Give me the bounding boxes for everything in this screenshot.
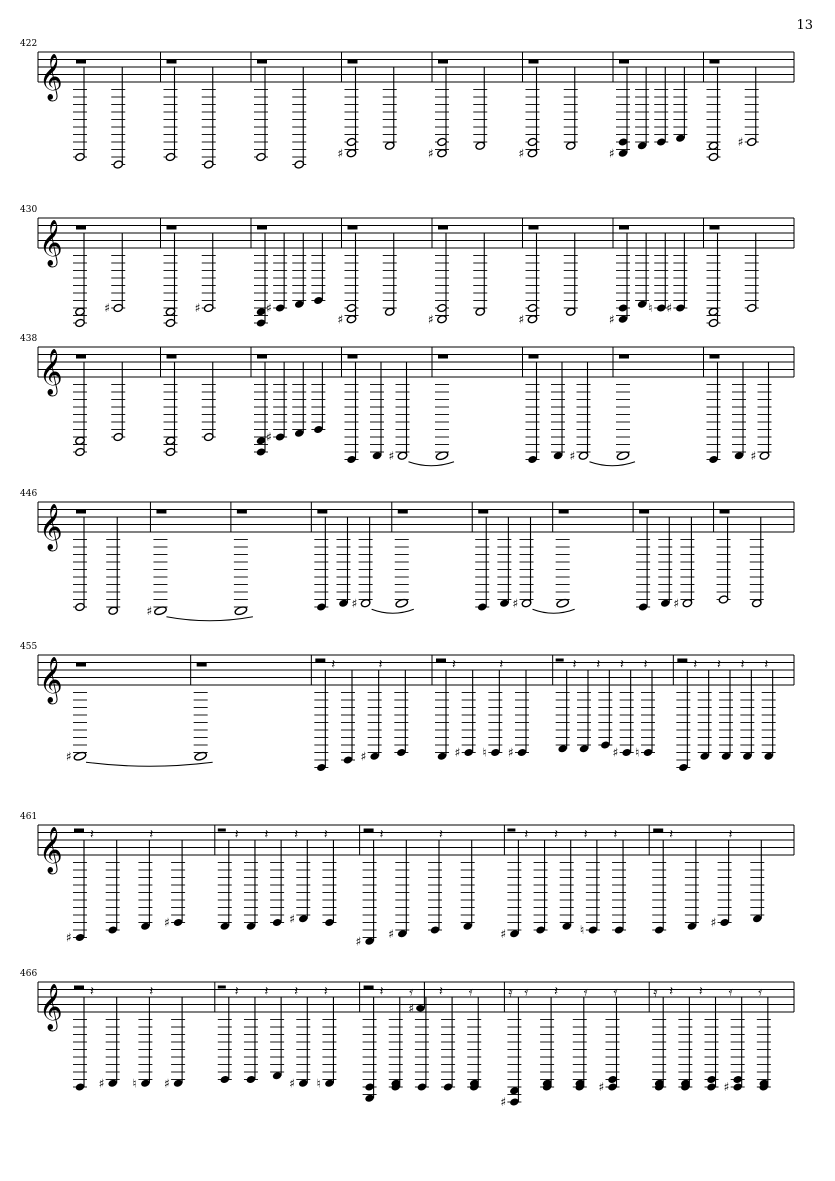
half-rest-icon: [556, 659, 564, 662]
natural-icon: ♮: [648, 301, 653, 315]
whole-rest-icon: [257, 226, 267, 230]
whole-rest-icon: [348, 355, 358, 359]
sixteenth-rest-icon: 𝄿: [758, 984, 763, 1000]
tie: [372, 609, 414, 613]
treble-clef-icon: 𝄞: [39, 220, 63, 266]
half-rest-icon: [364, 986, 374, 990]
whole-rest-icon: [156, 510, 166, 514]
sharp-icon: ♯: [66, 749, 72, 764]
whole-rest-icon: [348, 226, 358, 230]
sharp-icon: ♯: [512, 596, 519, 611]
quarter-rest-icon: 𝄽: [620, 657, 624, 673]
sharp-icon: ♯: [289, 1076, 296, 1091]
sharp-icon: ♯: [164, 915, 170, 930]
quarter-rest-icon: 𝄽: [669, 984, 674, 1000]
whole-rest-icon: [167, 60, 177, 64]
sharp-icon: ♯: [360, 749, 367, 764]
sharp-icon: ♯: [454, 745, 461, 760]
half-rest-icon: [436, 659, 446, 663]
sharp-icon: ♯: [355, 934, 362, 949]
whole-rest-icon: [529, 226, 539, 230]
quarter-rest-icon: 𝄽: [596, 657, 601, 673]
whole-rest-icon: [619, 226, 629, 230]
sharp-icon: ♯: [428, 312, 434, 327]
whole-rest-icon: [710, 355, 720, 359]
sharp-icon: ♯: [337, 146, 344, 161]
whole-rest-icon: [438, 60, 448, 64]
tie: [409, 462, 455, 466]
sharp-icon: ♯: [266, 430, 272, 444]
sharp-icon: ♯: [750, 448, 757, 463]
natural-icon: ♮: [635, 745, 640, 760]
sharp-icon: ♯: [723, 1080, 730, 1094]
quarter-rest-icon: 𝄽: [149, 984, 154, 1000]
sharp-icon: ♯: [666, 301, 673, 315]
sharp-icon: ♯: [408, 1001, 415, 1016]
sharp-icon: ♯: [66, 930, 72, 945]
quarter-rest-icon: 𝄽: [90, 827, 94, 843]
whole-rest-icon: [257, 355, 267, 359]
quarter-rest-icon: 𝄽: [323, 827, 328, 843]
sharp-icon: ♯: [388, 926, 395, 941]
sharp-icon: ♯: [609, 312, 615, 327]
treble-clef-icon: 𝄞: [39, 54, 63, 100]
quarter-rest-icon: 𝄽: [740, 657, 745, 673]
treble-clef-icon: 𝄞: [39, 349, 63, 395]
quarter-rest-icon: 𝄽: [643, 657, 648, 673]
page-number: 13: [796, 18, 813, 33]
whole-rest-icon: [317, 510, 327, 514]
quarter-rest-icon: 𝄽: [439, 984, 443, 1000]
natural-icon: ♮: [482, 745, 487, 760]
whole-rest-icon: [559, 510, 569, 514]
whole-rest-icon: [619, 60, 629, 64]
tie: [590, 462, 636, 466]
sharp-icon: ♯: [710, 915, 717, 930]
quarter-rest-icon: 𝄽: [717, 657, 721, 673]
quarter-rest-icon: 𝄽: [264, 984, 269, 1000]
sixteenth-rest-icon: 𝄿: [583, 984, 588, 1000]
whole-rest-icon: [398, 510, 408, 514]
sharp-icon: ♯: [266, 301, 272, 315]
whole-rest-icon: [76, 663, 86, 667]
whole-rest-icon: [167, 226, 177, 230]
sharp-icon: ♯: [98, 1076, 105, 1091]
whole-rest-icon: [348, 60, 358, 64]
sharp-icon: ♯: [500, 926, 507, 941]
whole-rest-icon: [438, 355, 448, 359]
whole-rest-icon: [529, 355, 539, 359]
whole-rest-icon: [619, 355, 629, 359]
sharp-icon: ♯: [146, 603, 153, 618]
quarter-rest-icon: 𝄽: [693, 657, 698, 673]
quarter-rest-icon: 𝄽: [379, 984, 384, 1000]
quarter-rest-icon: 𝄽: [572, 657, 577, 673]
quarter-rest-icon: 𝄽: [264, 827, 269, 843]
quarter-rest-icon: 𝄽: [452, 657, 456, 673]
whole-rest-icon: [529, 60, 539, 64]
sharp-icon: ♯: [428, 146, 434, 161]
half-rest-icon: [507, 829, 515, 832]
whole-rest-icon: [478, 510, 488, 514]
measure-number: 466: [20, 969, 38, 979]
sixteenth-rest-icon: 𝄿: [524, 984, 529, 1000]
sharp-icon: ♯: [673, 596, 680, 611]
treble-clef-icon: 𝄞: [39, 984, 63, 1030]
measure-number: 438: [20, 334, 38, 344]
sharp-icon: ♯: [164, 1076, 170, 1091]
quarter-rest-icon: 𝄽: [669, 827, 674, 843]
quarter-rest-icon: 𝄽: [583, 827, 588, 843]
quarter-rest-icon: 𝄽: [90, 984, 94, 1000]
measure-number: 446: [20, 489, 38, 499]
quarter-rest-icon: 𝄽: [764, 657, 769, 673]
sharp-icon: ♯: [289, 911, 296, 926]
quarter-rest-icon: 𝄽: [728, 827, 733, 843]
sharp-icon: ♯: [609, 146, 615, 161]
half-rest-icon: [677, 659, 687, 663]
quarter-rest-icon: 𝄽: [323, 984, 328, 1000]
half-rest-icon: [218, 829, 226, 832]
sharp-icon: ♯: [351, 596, 358, 611]
tie: [86, 762, 213, 766]
half-rest-icon: [74, 829, 84, 833]
sharp-icon: ♯: [508, 745, 514, 760]
measure-number: 455: [20, 642, 38, 652]
whole-rest-icon: [76, 510, 86, 514]
treble-clef-icon: 𝄞: [39, 657, 63, 703]
whole-rest-icon: [710, 60, 720, 64]
quarter-rest-icon: 𝄽: [379, 827, 384, 843]
sharp-icon: ♯: [500, 1095, 507, 1109]
whole-rest-icon: [257, 60, 267, 64]
whole-rest-icon: [167, 355, 177, 359]
sixteenth-rest-icon: 𝄿: [653, 985, 658, 1001]
natural-icon: ♮: [579, 923, 585, 937]
sharp-icon: ♯: [194, 301, 201, 315]
whole-rest-icon: [237, 510, 247, 514]
sixteenth-rest-icon: 𝄿: [508, 985, 513, 1001]
whole-rest-icon: [197, 663, 207, 667]
sixteenth-rest-icon: 𝄿: [613, 984, 618, 1000]
sharp-icon: ♯: [337, 312, 344, 327]
tie: [533, 609, 575, 613]
half-rest-icon: [653, 829, 663, 833]
treble-clef-icon: 𝄞: [39, 827, 63, 873]
sharp-icon: ♯: [518, 312, 525, 327]
quarter-rest-icon: 𝄽: [378, 657, 383, 673]
quarter-rest-icon: 𝄽: [234, 984, 239, 1000]
measure-number: 422: [20, 39, 38, 49]
sharp-icon: ♯: [737, 135, 744, 149]
sixteenth-rest-icon: 𝄿: [409, 984, 414, 1000]
sharp-icon: ♯: [598, 1080, 605, 1094]
quarter-rest-icon: 𝄽: [613, 827, 618, 843]
whole-rest-icon: [76, 226, 86, 230]
notehead: [416, 1005, 425, 1011]
treble-clef-icon: 𝄞: [39, 504, 63, 550]
quarter-rest-icon: 𝄽: [698, 984, 703, 1000]
sixteenth-rest-icon: 𝄿: [728, 984, 733, 1000]
quarter-rest-icon: 𝄽: [149, 827, 154, 843]
quarter-rest-icon: 𝄽: [294, 827, 299, 843]
whole-rest-icon: [639, 510, 649, 514]
natural-icon: ♮: [132, 1076, 137, 1091]
sharp-icon: ♯: [518, 146, 525, 161]
whole-rest-icon: [76, 355, 86, 359]
measure-number: 461: [20, 812, 38, 822]
quarter-rest-icon: 𝄽: [439, 827, 443, 843]
sharp-icon: ♯: [612, 745, 619, 760]
quarter-rest-icon: 𝄽: [294, 984, 299, 1000]
quarter-rest-icon: 𝄽: [524, 827, 529, 843]
measure-number: 430: [20, 205, 38, 215]
sharp-icon: ♯: [569, 448, 576, 463]
sharp-icon: ♯: [388, 448, 395, 463]
quarter-rest-icon: 𝄽: [331, 657, 336, 673]
half-rest-icon: [315, 659, 325, 663]
quarter-rest-icon: 𝄽: [234, 827, 239, 843]
half-rest-icon: [218, 986, 226, 989]
whole-rest-icon: [720, 510, 730, 514]
half-rest-icon: [74, 986, 84, 990]
natural-icon: ♮: [316, 1076, 321, 1091]
whole-rest-icon: [438, 226, 448, 230]
sharp-icon: ♯: [104, 301, 111, 315]
quarter-rest-icon: 𝄽: [499, 657, 504, 673]
sixteenth-rest-icon: 𝄿: [468, 984, 473, 1000]
quarter-rest-icon: 𝄽: [554, 827, 559, 843]
whole-rest-icon: [710, 226, 720, 230]
half-rest-icon: [364, 829, 374, 833]
whole-rest-icon: [76, 60, 86, 64]
tie: [166, 617, 252, 621]
quarter-rest-icon: 𝄽: [554, 984, 559, 1000]
